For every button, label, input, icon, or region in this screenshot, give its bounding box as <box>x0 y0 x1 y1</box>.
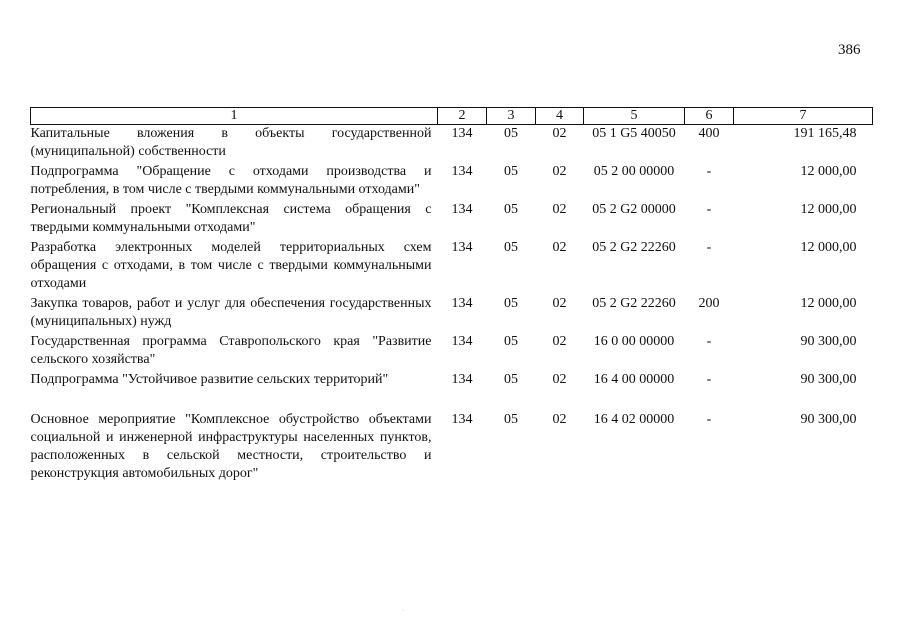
row-target-article: 05 2 G2 22260 <box>592 296 676 311</box>
table-row <box>31 371 873 391</box>
table-row <box>31 239 873 295</box>
row-amount: 12 000,00 <box>800 296 857 311</box>
row-target-article: 05 1 G5 40050 <box>592 126 676 141</box>
table-row <box>31 163 873 201</box>
row-ministry-code: 134 <box>451 202 473 217</box>
row-name: Государственная программа Ставропольского края "Развитие сельского хозяйства" <box>30 334 432 367</box>
row-section-code: 05 <box>504 240 518 255</box>
row-name: Подпрограмма "Устойчивое развитие сельских территорий" <box>30 372 389 387</box>
row-ministry-code: 134 <box>451 240 473 255</box>
row-section-code: 05 <box>504 334 518 349</box>
row-amount: 191 165,48 <box>793 126 857 141</box>
row-section-code: 05 <box>504 296 518 311</box>
table-body <box>31 125 873 486</box>
header-col-1: 1 <box>31 108 438 125</box>
header-col-7: 7 <box>734 108 873 125</box>
row-ministry-code: 134 <box>451 412 473 427</box>
row-ministry-code: 134 <box>451 334 473 349</box>
page-number: 386 <box>838 42 861 58</box>
row-amount: 90 300,00 <box>800 412 857 427</box>
row-expense-type: - <box>706 334 712 349</box>
row-name: Региональный проект "Комплексная система обращения с твердыми коммунальными отходами" <box>30 202 432 235</box>
row-subsection-code: 02 <box>552 334 567 349</box>
row-subsection-code: 02 <box>552 412 567 427</box>
row-expense-type: 200 <box>698 296 720 311</box>
row-amount: 12 000,00 <box>800 164 857 179</box>
header-row <box>31 108 873 125</box>
row-expense-type: - <box>706 372 712 387</box>
row-ministry-code: 134 <box>451 372 473 387</box>
row-subsection-code: 02 <box>552 202 567 217</box>
header-col-2: 2 <box>438 108 487 125</box>
scan-speck: · <box>402 608 404 614</box>
row-name: Закупка товаров, работ и услуг для обеспечения государственных (муниципальных) нужд <box>30 296 432 329</box>
row-amount: 90 300,00 <box>800 334 857 349</box>
header-col-3: 3 <box>487 108 536 125</box>
table-row <box>31 333 873 371</box>
row-name: Подпрограмма "Обращение с отходами производства и потребления, в том числе с твердыми коммунальными отходами" <box>30 164 432 197</box>
row-target-article: 16 4 02 00000 <box>593 412 675 427</box>
row-subsection-code: 02 <box>552 240 567 255</box>
row-target-article: 05 2 G2 00000 <box>592 202 676 217</box>
row-target-article: 16 0 00 00000 <box>593 334 675 349</box>
row-name: Разработка электронных моделей территориальных схем обращения с отходами, в том числе с твердыми коммунальными отходами <box>30 240 432 291</box>
table-row <box>31 295 873 333</box>
row-name: Основное мероприятие "Комплексное обустройство объектами социальной и инженерной инфраструктуры населенных пунктов, расположенных в сельской местности, строительство и реконструкция автомобильных дорог" <box>30 412 432 481</box>
budget-table <box>30 107 873 485</box>
row-section-code: 05 <box>504 126 518 141</box>
row-subsection-code: 02 <box>552 372 567 387</box>
header-col-5: 5 <box>584 108 685 125</box>
row-expense-type: - <box>706 164 712 179</box>
row-expense-type: - <box>706 240 712 255</box>
row-expense-type: - <box>706 202 712 217</box>
row-section-code: 05 <box>504 202 518 217</box>
row-subsection-code: 02 <box>552 296 567 311</box>
row-amount: 90 300,00 <box>800 372 857 387</box>
row-target-article: 05 2 G2 22260 <box>592 240 676 255</box>
row-ministry-code: 134 <box>451 164 473 179</box>
row-subsection-code: 02 <box>552 126 567 141</box>
table-row <box>31 201 873 239</box>
row-section-code: 05 <box>504 164 518 179</box>
table-row <box>31 391 873 485</box>
row-amount: 12 000,00 <box>800 240 857 255</box>
row-target-article: 16 4 00 00000 <box>593 372 675 387</box>
row-subsection-code: 02 <box>552 164 567 179</box>
row-ministry-code: 134 <box>451 126 473 141</box>
row-expense-type: - <box>706 412 712 427</box>
row-section-code: 05 <box>504 412 518 427</box>
row-ministry-code: 134 <box>451 296 473 311</box>
table-header <box>31 108 873 125</box>
header-col-6: 6 <box>685 108 734 125</box>
header-col-4: 4 <box>536 108 584 125</box>
row-name: Капитальные вложения в объекты государственной (муниципальной) собственности <box>30 126 432 159</box>
table-row <box>31 125 873 164</box>
row-target-article: 05 2 00 00000 <box>593 164 675 179</box>
row-amount: 12 000,00 <box>800 202 857 217</box>
row-expense-type: 400 <box>698 126 720 141</box>
row-section-code: 05 <box>504 372 518 387</box>
